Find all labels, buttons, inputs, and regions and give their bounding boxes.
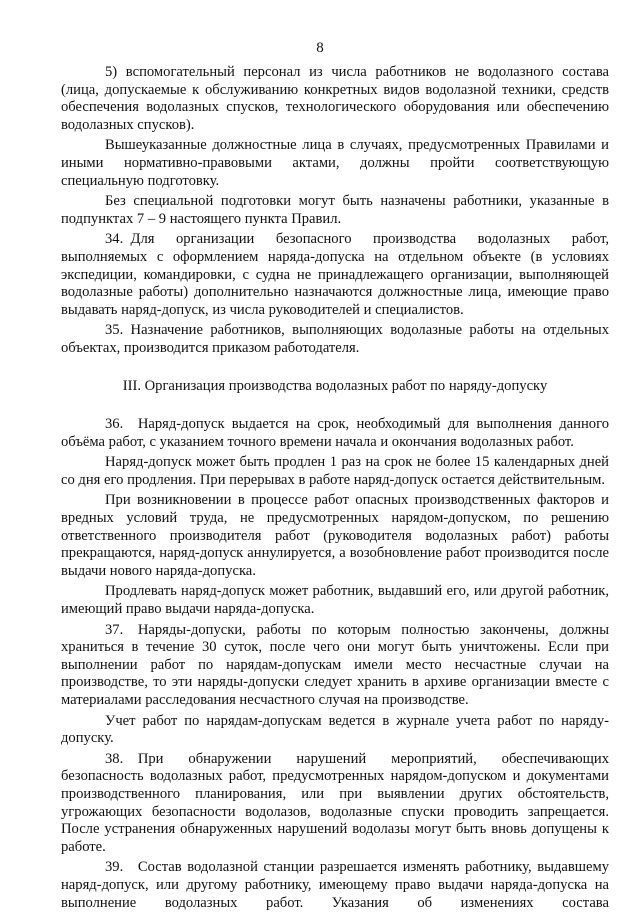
document-body [61,64,609,915]
paragraph: 34. Для организации безопасного производства водолазных работ, выполняемых с оформлением наряда-допуска на отдельном объекте (в условиях экспедиции, командировки, с судна не принадлежащего организации, выполняющей водолазные работы) дополнительно назначаются должностные лица, имеющие право выдавать наряд-допуск, из числа руководителей и специалистов. [61,231,609,318]
page-number: 8 [316,40,324,56]
paragraph: Без специальной подготовки могут быть назначены работники, указанные в подпунктах 7 – 9 настоящего пункта Правил. [61,193,609,227]
paragraph: 36. Наряд-допуск выдается на срок, необходимый для выполнения данного объёма работ, с указанием точного времени начала и окончания водолазных работ. [61,416,609,450]
paragraph: Вышеуказанные должностные лица в случаях, предусмотренных Правилами и иными нормативно-правовыми актами, должны пройти соответствующую специальную подготовку. [61,137,609,189]
paragraph: 38. При обнаружении нарушений мероприятий, обеспечивающих безопасность водолазных работ, предусмотренных нарядом-допуском и документами производственного планирования, или при выявлении других обстоятельств, угрожающих безопасности водолазов, водолазные спуски проводить запрещается. После устранения обнаруженных нарушений водолазы могут быть вновь допущены к работе. [61,750,609,855]
paragraph: 5) вспомогательный персонал из числа работников не водолазного состава (лица, допускаемые к обслуживанию конкретных видов водолазной техники, средств обеспечения водолазных спусков, технологического оборудования или обеспечению водолазных спусков). [61,64,609,133]
paragraph: 35. Назначение работников, выполняющих водолазные работы на отдельных объектах, производится приказом работодателя. [61,322,609,356]
paragraph: 37. Наряды-допуски, работы по которым полностью закончены, должны храниться в течение 30 суток, после чего они могут быть уничтожены. Если при выполнении работ по нарядам-допускам имели место несчастные случаи на производстве, то эти наряды-допуски следует хранить в архиве организации вместе с материалами расследования несчастного случая на производстве. [61,621,609,708]
paragraph: При возникновении в процессе работ опасных производственных факторов и вредных условий труда, не предусмотренных нарядом-допуском, по решению ответственного производителя работ (руководителя водолазных работ) работы прекращаются, наряд-допуск аннулируется, а возобновление работ производится после выдачи нового наряда-допуска. [61,492,609,579]
paragraph: Учет работ по нарядам-допускам ведется в журнале учета работ по наряду-допуску. [61,712,609,747]
paragraph: 39. Состав водолазной станции разрешается изменять работнику, выдавшему наряд-допуск, или другому работнику, имеющему право выдачи наряда-допуска на выполнение водолазных работ. Указания об изменениях состава [61,859,609,911]
section-heading: III. Организация производства водолазных работ по наряду-допуску [122,377,548,394]
paragraph: Наряд-допуск может быть продлен 1 раз на срок не более 15 календарных дней со дня его продления. При перерывах в работе наряд-допуск остается действительным. [61,454,609,488]
paragraph: Продлевать наряд-допуск может работник, выдавший его, или другой работник, имеющий право выдачи наряда-допуска. [61,583,609,618]
